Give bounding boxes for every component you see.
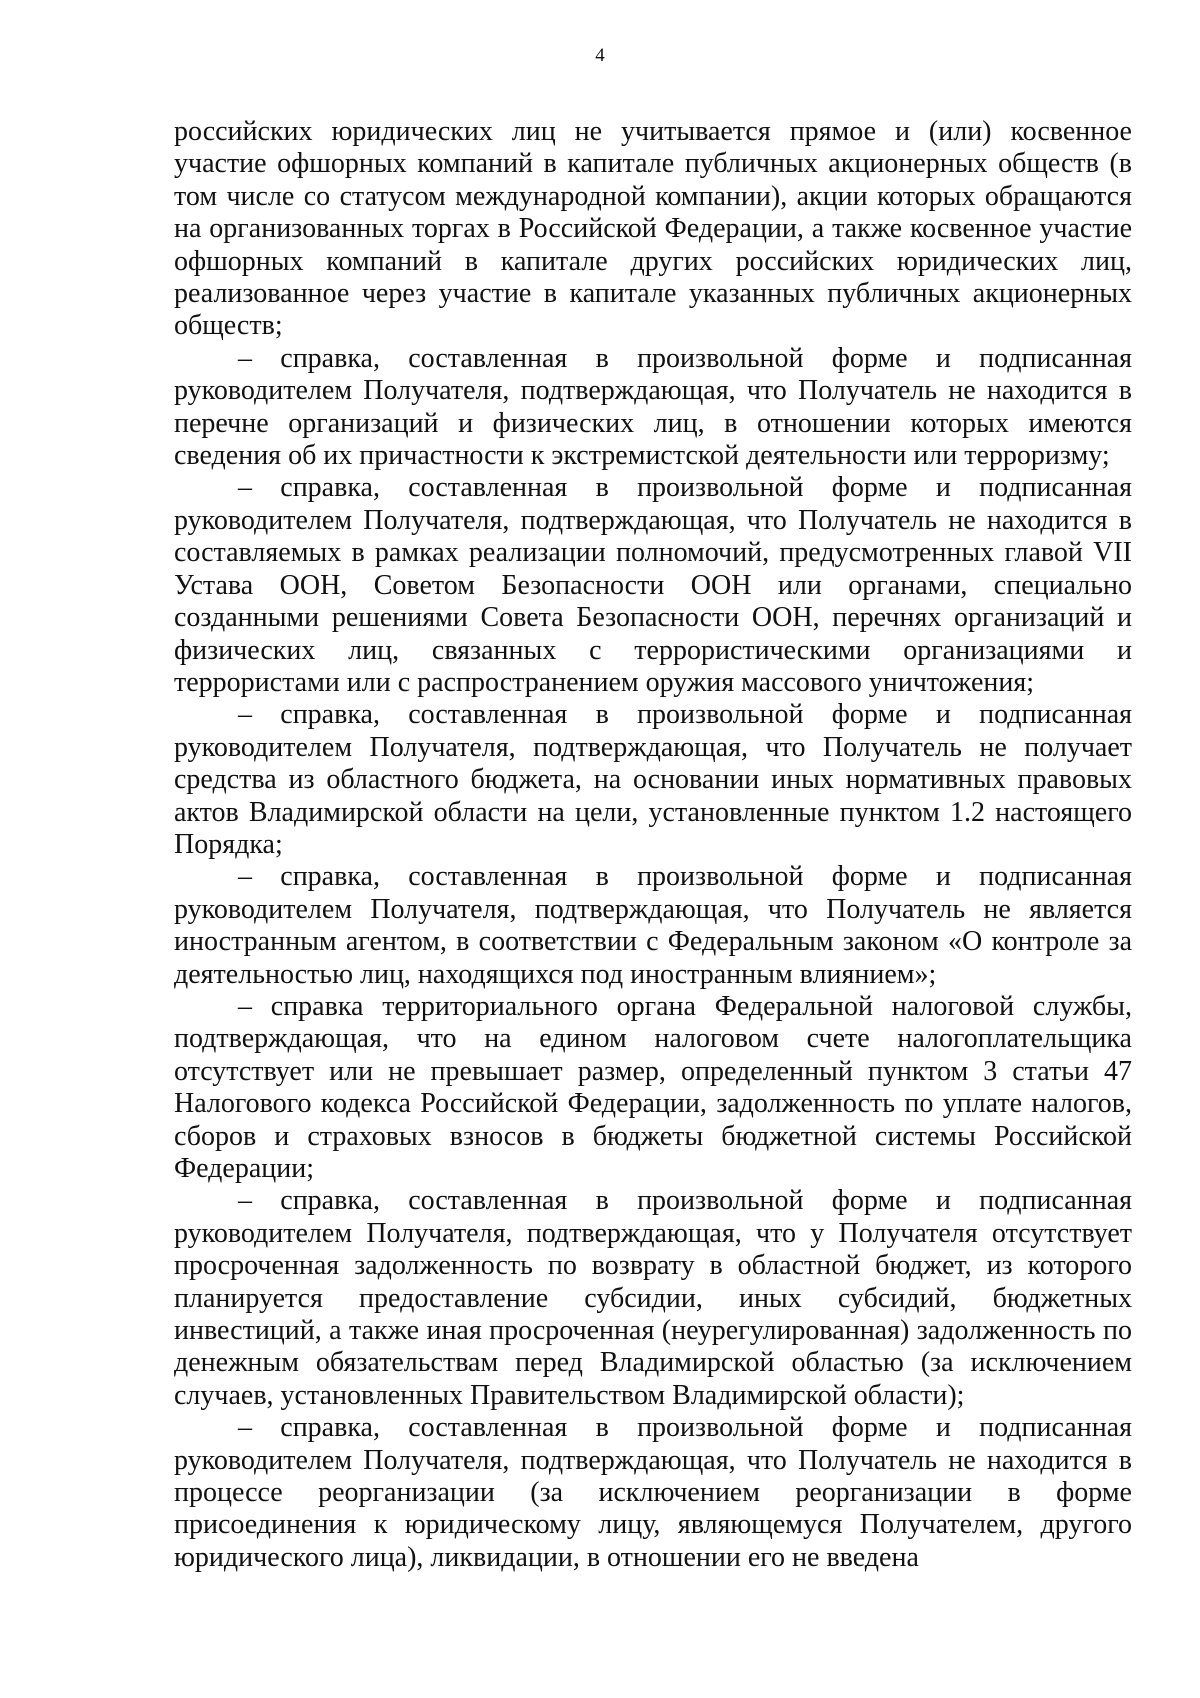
paragraph-tax-service-certificate: – справка территориального органа Федеральной налоговой службы, подтверждающая, что на едином налоговом счете налогоплательщика отсутствует или не превышает размер, определенный пунктом 3 статьи 47 Налогового кодекса Российской Федерации, задолженность по уплате налогов, сборов и страховых взносов в бюджеты бюджетной системы Российской Федерации; — [174, 990, 1132, 1184]
paragraph-overdue-debt-certificate: – справка, составленная в произвольной форме и подписанная руководителем Получателя, подтверждающая, что у Получателя отсутствует просроченная задолженность по возврату в областной бюджет, из которого планируется предоставление субсидии, иных субсидий, бюджетных инвестиций, а также иная просроченная (неурегулированная) задолженность по денежным обязательствам перед Владимирской областью (за исключением случаев, установленных Правительством Владимирской области); — [174, 1185, 1132, 1411]
paragraph-offshore-participation: российских юридических лиц не учитывается прямое и (или) косвенное участие офшорных компаний в капитале публичных акционерных обществ (в том числе со статусом международной компании), акции которых обращаются на организованных торгах в Российской Федерации, а также косвенное участие офшорных компаний в капитале других российских юридических лиц, реализованное через участие в капитале указанных публичных акционерных обществ; — [174, 116, 1132, 342]
paragraph-foreign-agent-certificate: – справка, составленная в произвольной форме и подписанная руководителем Получателя, подтверждающая, что Получатель не является иностранным агентом, в соответствии с Федеральным законом «О контроле за деятельностью лиц, находящихся под иностранным влиянием»; — [174, 861, 1132, 990]
document-body — [174, 116, 1132, 1574]
paragraph-regional-budget-certificate: – справка, составленная в произвольной форме и подписанная руководителем Получателя, подтверждающая, что Получатель не получает средства из областного бюджета, на основании иных нормативных правовых актов Владимирской области на цели, установленные пунктом 1.2 настоящего Порядка; — [174, 699, 1132, 860]
page-number: 4 — [595, 45, 605, 66]
paragraph-extremism-certificate: – справка, составленная в произвольной форме и подписанная руководителем Получателя, подтверждающая, что Получатель не находится в перечне организаций и физических лиц, в отношении которых имеются сведения об их причастности к экстремистской деятельности или терроризму; — [174, 342, 1132, 472]
paragraph-reorganization-certificate: – справка, составленная в произвольной форме и подписанная руководителем Получателя, подтверждающая, что Получатель не находится в процессе реорганизации (за исключением реорганизации в форме присоединения к юридическому лицу, являющемуся Получателем, другого юридического лица), ликвидации, в отношении его не введена — [174, 1412, 1132, 1573]
paragraph-un-sanctions-certificate: – справка, составленная в произвольной форме и подписанная руководителем Получателя, подтверждающая, что Получатель не находится в составляемых в рамках реализации полномочий, предусмотренных главой VII Устава ООН, Советом Безопасности ООН или органами, специально созданными решениями Совета Безопасности ООН, перечнях организаций и физических лиц, связанных с террористическими организациями и террористами или с распространением оружия массового уничтожения; — [174, 472, 1132, 698]
